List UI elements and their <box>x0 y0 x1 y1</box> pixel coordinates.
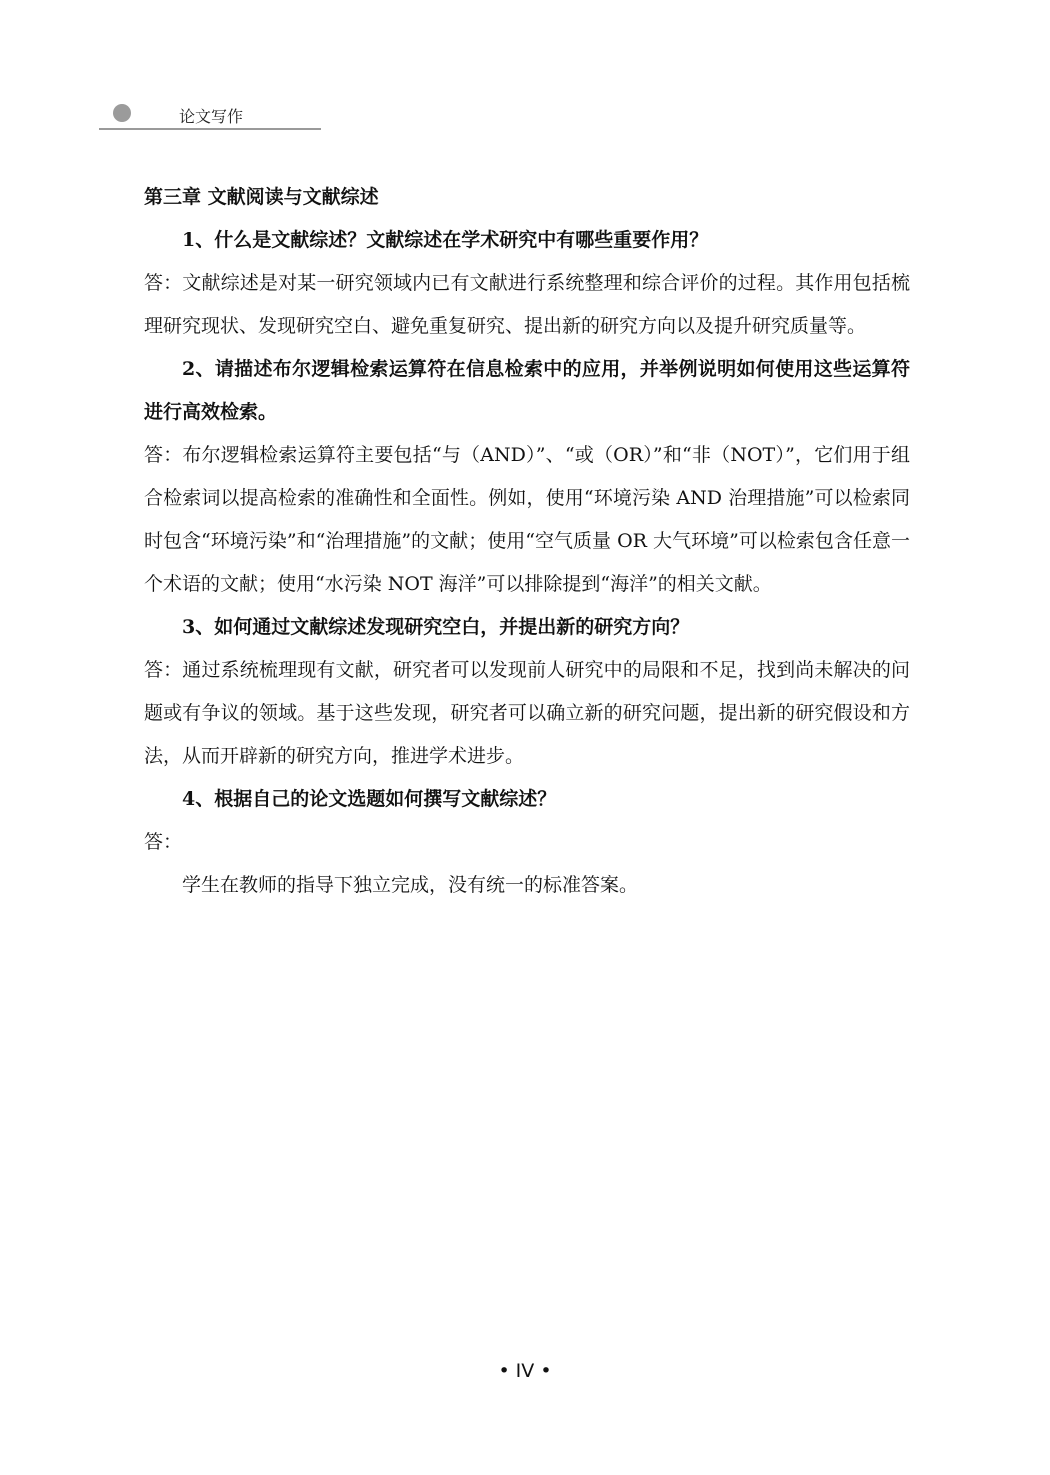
question-4: 4、根据自己的论文选题如何撰写文献综述？ <box>182 788 557 810</box>
page-number: • IV • <box>498 1360 552 1382</box>
answer-3: 答：通过系统梳理现有文献，研究者可以发现前人研究中的局限和不足，找到尚未解决的问题或有争议的领域。基于这些发现，研究者可以确立新的研究问题，提出新的研究假设和方法，从而开辟新的研究方向，推进学术进步。 <box>144 659 910 767</box>
answer-4-note: 学生在教师的指导下独立完成，没有统一的标准答案。 <box>182 874 639 896</box>
answer-4: 答： <box>144 831 183 853</box>
question-2: 2、请描述布尔逻辑检索运算符在信息检索中的应用，并举例说明如何使用这些运算符进行高效检索。 <box>144 358 910 423</box>
page-content <box>144 176 910 907</box>
header-title: 论文写作 <box>179 107 244 126</box>
answer-1: 答：文献综述是对某一研究领域内已有文献进行系统整理和综合评价的过程。其作用包括梳理研究现状、发现研究空白、避免重复研究、提出新的研究方向以及提升研究质量等。 <box>144 272 910 337</box>
answer-2: 答：布尔逻辑检索运算符主要包括“与（AND）”、“或（OR）”和“非（NOT）”，它们用于组合检索词以提高检索的准确性和全面性。例如，使用“环境污染 AND 治理措施”可以检索同时包含“环境污染”和“治理措施”的文献；使用“空气质量 OR 大气环境”可以检索包含任意一个术语的文献；使用“水污染 NOT 海洋”可以排除提到“海洋”的相关文献。 <box>144 444 910 595</box>
chapter-title: 第三章 文献阅读与文献综述 <box>144 186 379 208</box>
header-bullet-icon <box>113 104 131 122</box>
question-1: 1、什么是文献综述？文献综述在学术研究中有哪些重要作用？ <box>182 229 709 251</box>
question-3: 3、如何通过文献综述发现研究空白，并提出新的研究方向？ <box>182 616 690 638</box>
running-header <box>99 100 321 130</box>
